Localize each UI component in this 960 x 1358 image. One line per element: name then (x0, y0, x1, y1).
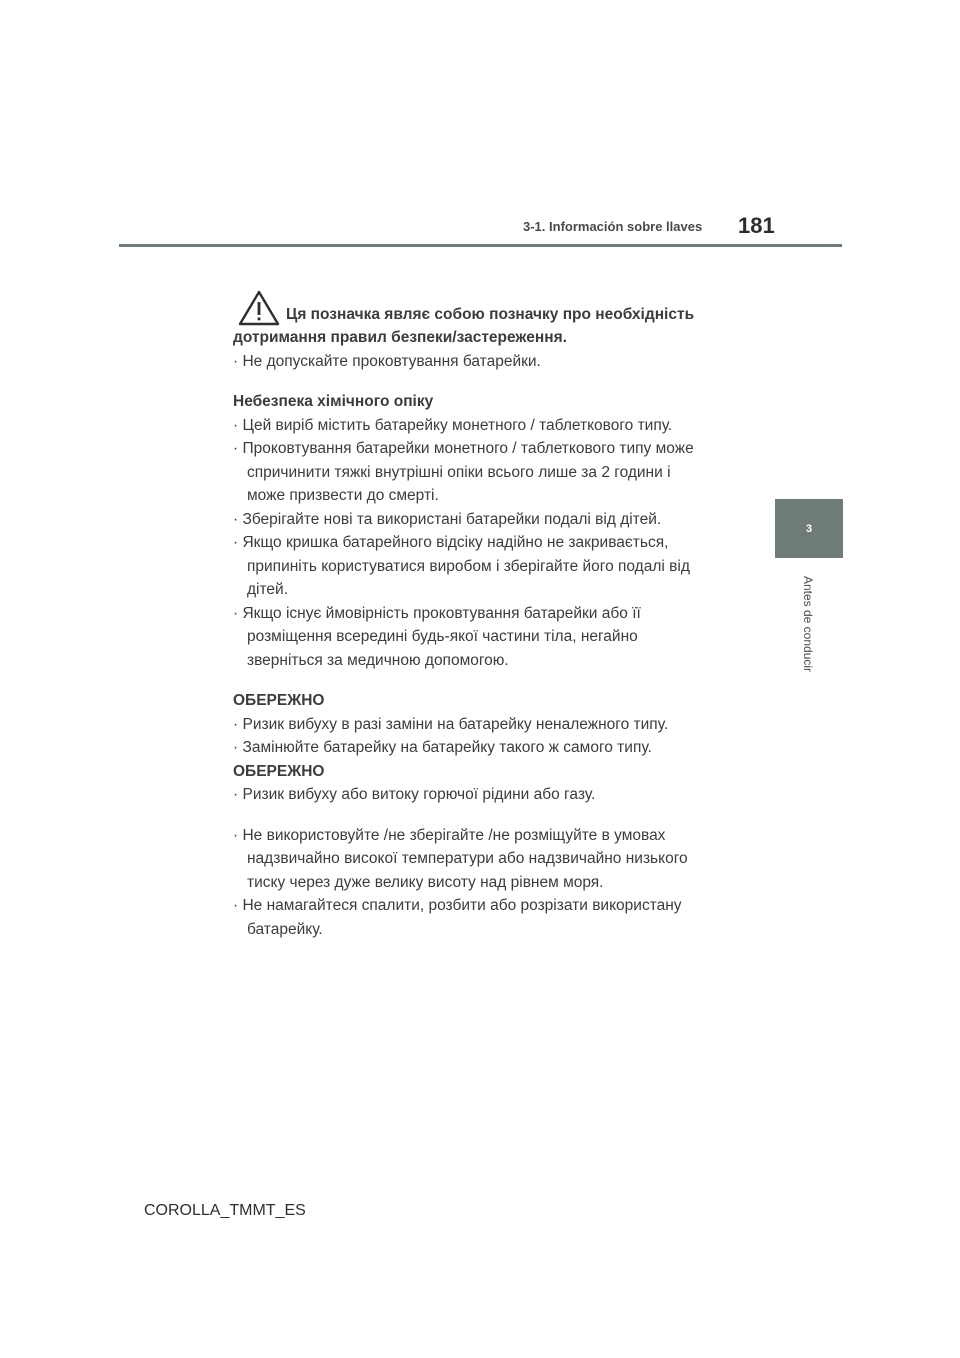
bullet-mark: · (233, 604, 239, 622)
bullet-continuation: спричинити тяжкі внутрішні опіки всього лише за 2 години і (247, 463, 671, 481)
bullet-continuation: розміщення всередині будь-якої частини тіла, негайно (247, 628, 638, 645)
bullet-mark: · (233, 352, 239, 370)
chapter-number: 3 (805, 522, 813, 535)
bullet-mark: · (233, 416, 239, 434)
bullet-text: Не допускайте проковтування батарейки. (242, 352, 541, 370)
page-number: 181 (738, 213, 775, 238)
list-item (233, 713, 733, 737)
bullet-mark: · (233, 897, 239, 914)
list-item (233, 783, 733, 807)
list-item (233, 894, 733, 941)
bullet-mark: · (233, 826, 239, 844)
bullet-text: Не намагайтеся спалити, розбити або розрізати використану (242, 897, 682, 914)
running-header-section: 3-1. Información sobre llaves (523, 219, 703, 234)
caution-heading-2: ОБЕРЕЖНО (233, 762, 325, 780)
bullet-mark: · (233, 510, 239, 528)
warning-heading (233, 290, 733, 326)
bullet-mark: · (233, 715, 239, 733)
page-content (233, 290, 733, 941)
list-item (233, 531, 733, 602)
warning-line-1: Ця позначка являє собою позначку про необхідність (286, 305, 695, 323)
bullet-continuation: надзвичайно високої температури або надзвичайно низького (247, 850, 688, 867)
bullet-continuation: тиску через дуже велику висоту над рівнем моря. (247, 873, 604, 891)
bullet-continuation: може призвести до смерті. (247, 487, 439, 504)
bullet-mark: · (233, 786, 239, 803)
chapter-title: Antes de conducir (801, 575, 815, 673)
list-item (233, 437, 733, 508)
bullet-text: Цей виріб містить батарейку монетного / таблеткового типу. (242, 416, 673, 434)
bullet-continuation: батарейку. (247, 920, 323, 938)
bullet-continuation: припиніть користуватися виробом і зберігайте його подалі від (247, 557, 690, 575)
list-item (233, 414, 733, 438)
bullet-text: Замінюйте батарейку на батарейку такого ж самого типу. (242, 739, 652, 756)
document-code: COROLLA_TMMT_ES (144, 1202, 306, 1219)
bullet-text: Ризик вибуху або витоку горючої рідини або газу. (242, 786, 596, 803)
bullet-text: Зберігайте нові та використані батарейки подалі від дітей. (242, 510, 662, 528)
bullet-mark: · (233, 440, 239, 457)
bullet-text: Якщо існує ймовірність проковтування батарейки або її (242, 604, 641, 622)
list-item (233, 508, 733, 532)
bullet-continuation: дітей. (247, 581, 288, 598)
bullet-text: Проковтування батарейки монетного / таблеткового типу може (242, 440, 694, 457)
caution-heading: ОБЕРЕЖНО (233, 692, 325, 709)
bullet-mark: · (233, 739, 239, 756)
bullet-mark: · (233, 534, 239, 551)
header-rule (119, 244, 842, 247)
bullet-text: Ризик вибуху в разі заміни на батарейку неналежного типу. (242, 715, 669, 733)
bullet-text: Якщо кришка батарейного відсіку надійно не закривається, (242, 534, 669, 551)
chemical-burn-heading: Небезпека хімічного опіку (233, 393, 434, 410)
bullet-text: Не використовуйте /не зберігайте /не розміщуйте в умовах (242, 826, 666, 844)
list-item (233, 824, 733, 895)
list-item (233, 736, 733, 760)
list-item (233, 602, 733, 673)
warning-line-2: дотримання правил безпеки/застереження. (233, 329, 567, 346)
bullet-continuation: зверніться за медичною допомогою. (247, 651, 509, 669)
warning-bullet (233, 350, 733, 374)
warning-triangle-icon (238, 290, 280, 326)
